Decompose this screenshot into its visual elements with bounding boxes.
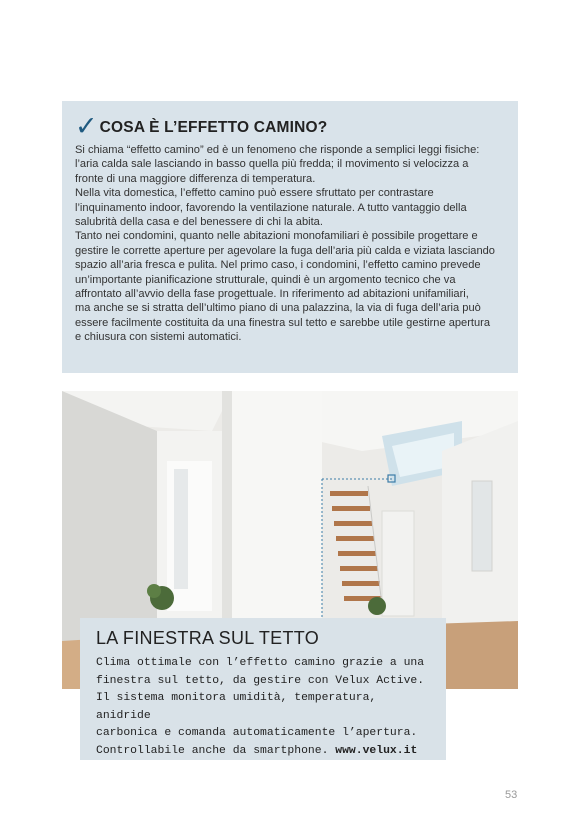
info-line: fronte di una maggiore differenza di temperatura.	[75, 172, 316, 185]
check-icon: ✓	[75, 111, 98, 142]
info-line: salubrità della casa e del benessere di chi la abita.	[75, 216, 323, 229]
info-box-header	[75, 111, 502, 142]
caption-box	[80, 618, 446, 760]
info-line: l’inquinamento indoor, favorendo la ventilazione naturale. A tutto vantaggio della	[75, 201, 467, 214]
caption-line: Il sistema monitora umidità, temperatura, anidride	[96, 692, 377, 722]
info-line: gestire le corrette aperture per agevolare la fuga dell’aria più calda e viziata lasciando	[75, 244, 495, 257]
info-line: e chiusura con sistemi automatici.	[75, 331, 242, 344]
info-box	[62, 101, 518, 373]
info-line: Nella vita domestica, l’effetto camino può essere sfruttato per contrastare	[75, 187, 434, 200]
velux-link[interactable]: www.velux.it	[335, 744, 418, 757]
info-line: essere facilmente costituita da una finestra sul tetto e sarebbe utile gestirne apertura	[75, 316, 491, 329]
info-line: un’importante pianificazione strutturale, quindi è un argomento tecnico che va	[75, 273, 456, 286]
info-box-title: COSA È L’EFFETTO CAMINO?	[99, 119, 328, 136]
caption-line-last	[96, 743, 436, 761]
info-line: ma anche se si stratta dell’ultimo piano di una palazzina, la via di fuga dell’aria può	[75, 302, 481, 315]
info-line: Si chiama “effetto camino” ed è un fenomeno che risponde a semplici leggi fisiche:	[75, 144, 480, 156]
caption-line: Clima ottimale con l’effetto camino grazie a una	[96, 657, 425, 669]
info-line: l’aria calda sale lasciando in basso quella più fredda; il movimento si velocizza a	[75, 158, 469, 171]
info-line: spazio all’aria fresca e pulita. Nel primo caso, i condomini, l’effetto camino prevede	[75, 259, 481, 272]
caption-body	[96, 655, 436, 760]
caption-line: finestra sul tetto, da gestire con Velux Active.	[96, 674, 425, 687]
info-line: Tanto nei condomini, quanto nelle abitazioni monofamiliari è possibile progettare e	[75, 230, 478, 243]
caption-line: Controllabile anche da smartphone.	[96, 744, 336, 757]
caption-title: LA FINESTRA SUL TETTO	[96, 628, 320, 648]
page-number: 53	[505, 789, 518, 801]
info-line: affrontato all’avvio della fase progettuale. In riferimento ad abitazioni unifamiliari,	[75, 288, 469, 301]
info-box-body	[75, 143, 502, 345]
caption-line: carbonica e comanda automaticamente l’apertura.	[96, 727, 418, 739]
